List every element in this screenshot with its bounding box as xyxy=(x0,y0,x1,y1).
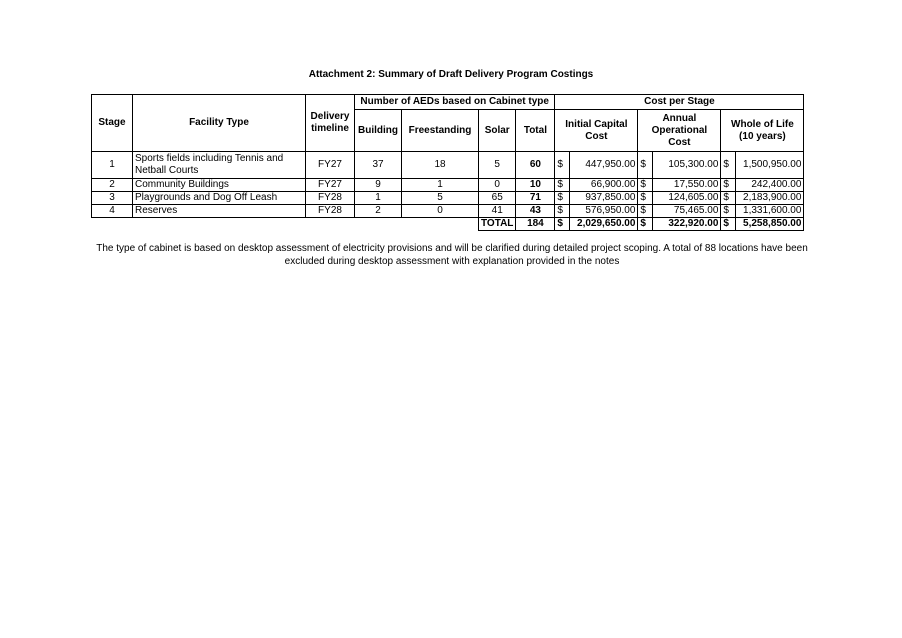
cell-currency-symbol: $ xyxy=(638,179,653,192)
cell-whole-of-life: 1,500,950.00 xyxy=(736,152,804,179)
totals-row xyxy=(92,218,804,231)
cell-facility-type: Sports fields including Tennis and Netball Courts xyxy=(133,152,306,179)
totals-operational-cost: 322,920.00 xyxy=(653,218,721,231)
costings-table xyxy=(91,94,804,231)
cell-whole-of-life: 242,400.00 xyxy=(736,179,804,192)
cell-whole-of-life: 1,331,600.00 xyxy=(736,205,804,218)
cell-currency-symbol: $ xyxy=(555,205,570,218)
cell-currency-symbol: $ xyxy=(638,218,653,231)
cell-currency-symbol: $ xyxy=(721,179,736,192)
header-annual-operational-cost: Annual Operational Cost xyxy=(638,110,721,152)
cell-currency-symbol: $ xyxy=(555,218,570,231)
header-facility-type: Facility Type xyxy=(133,95,306,152)
cell-whole-of-life: 2,183,900.00 xyxy=(736,192,804,205)
header-delivery-timeline: Delivery timeline xyxy=(306,95,355,152)
header-freestanding: Freestanding xyxy=(402,110,479,152)
table-row xyxy=(92,179,804,192)
document-title: Attachment 2: Summary of Draft Delivery Program Costings xyxy=(308,69,594,80)
totals-whole-of-life: 5,258,850.00 xyxy=(736,218,804,231)
header-building: Building xyxy=(355,110,402,152)
cell-capital-cost: 576,950.00 xyxy=(570,205,638,218)
cell-currency-symbol: $ xyxy=(721,218,736,231)
cell-operational-cost: 75,465.00 xyxy=(653,205,721,218)
cell-currency-symbol: $ xyxy=(638,205,653,218)
cell-freestanding: 0 xyxy=(402,205,479,218)
header-total: Total xyxy=(516,110,555,152)
cell-solar: 65 xyxy=(479,192,516,205)
cell-currency-symbol: $ xyxy=(638,152,653,179)
explanatory-note: The type of cabinet is based on desktop assessment of electricity provisions and will be clarified during detailed project scoping. A total of 88 locations have been excluded during desktop assessment with explanation provided in the notes xyxy=(96,243,808,267)
cell-currency-symbol: $ xyxy=(721,152,736,179)
table-row xyxy=(92,205,804,218)
totals-aeds: 184 xyxy=(516,218,555,231)
cell-building: 1 xyxy=(355,192,402,205)
cell-total: 43 xyxy=(516,205,555,218)
cell-currency-symbol: $ xyxy=(721,205,736,218)
cell-stage: 4 xyxy=(92,205,133,218)
cell-facility-type: Community Buildings xyxy=(133,179,306,192)
cell-operational-cost: 105,300.00 xyxy=(653,152,721,179)
cell-freestanding: 1 xyxy=(402,179,479,192)
cell-operational-cost: 17,550.00 xyxy=(653,179,721,192)
cell-stage: 2 xyxy=(92,179,133,192)
header-whole-of-life: Whole of Life (10 years) xyxy=(721,110,804,152)
cell-freestanding: 5 xyxy=(402,192,479,205)
totals-spacer xyxy=(92,218,479,231)
header-stage: Stage xyxy=(92,95,133,152)
table-row xyxy=(92,152,804,179)
cell-currency-symbol: $ xyxy=(555,192,570,205)
cell-delivery: FY27 xyxy=(306,152,355,179)
totals-label: TOTAL xyxy=(479,218,516,231)
cell-total: 10 xyxy=(516,179,555,192)
cell-stage: 3 xyxy=(92,192,133,205)
cell-solar: 5 xyxy=(479,152,516,179)
cell-capital-cost: 66,900.00 xyxy=(570,179,638,192)
cell-capital-cost: 937,850.00 xyxy=(570,192,638,205)
cell-freestanding: 18 xyxy=(402,152,479,179)
table-row xyxy=(92,192,804,205)
cell-delivery: FY27 xyxy=(306,179,355,192)
cell-delivery: FY28 xyxy=(306,205,355,218)
cell-solar: 0 xyxy=(479,179,516,192)
cell-building: 9 xyxy=(355,179,402,192)
cell-facility-type: Reserves xyxy=(133,205,306,218)
header-initial-capital-cost: Initial Capital Cost xyxy=(555,110,638,152)
header-group-cost: Cost per Stage xyxy=(555,95,804,110)
cell-solar: 41 xyxy=(479,205,516,218)
header-solar: Solar xyxy=(479,110,516,152)
cell-currency-symbol: $ xyxy=(721,192,736,205)
cell-building: 37 xyxy=(355,152,402,179)
cell-currency-symbol: $ xyxy=(638,192,653,205)
cell-building: 2 xyxy=(355,205,402,218)
cell-delivery: FY28 xyxy=(306,192,355,205)
cell-operational-cost: 124,605.00 xyxy=(653,192,721,205)
cell-currency-symbol: $ xyxy=(555,152,570,179)
cell-facility-type: Playgrounds and Dog Off Leash xyxy=(133,192,306,205)
cell-total: 71 xyxy=(516,192,555,205)
totals-capital-cost: 2,029,650.00 xyxy=(570,218,638,231)
cell-total: 60 xyxy=(516,152,555,179)
cell-currency-symbol: $ xyxy=(555,179,570,192)
cell-stage: 1 xyxy=(92,152,133,179)
cell-capital-cost: 447,950.00 xyxy=(570,152,638,179)
header-group-aeds: Number of AEDs based on Cabinet type xyxy=(355,95,555,110)
